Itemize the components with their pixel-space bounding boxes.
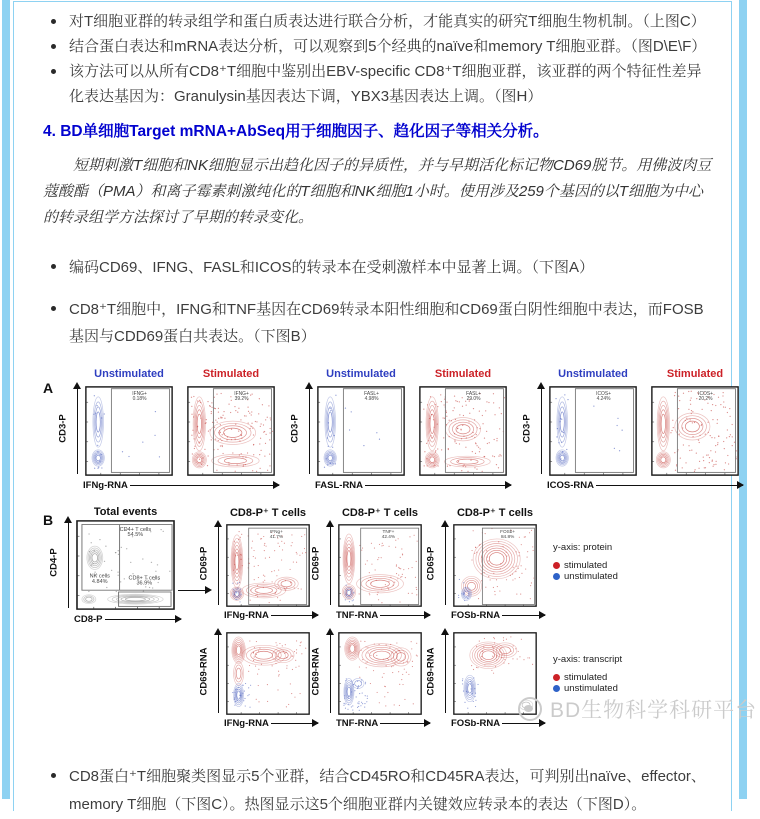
y-axis-arrow	[330, 526, 331, 605]
flow-plot-wrap	[651, 386, 739, 476]
flow-plot-wrap	[338, 632, 422, 715]
legend-label: unstimulated	[564, 571, 618, 582]
flow-plot-wrap	[76, 520, 175, 610]
x-axis-arrow	[130, 485, 279, 486]
section-heading: 4. BD单细胞Target mRNA+AbSeq用于细胞因子、趋化因子等相关分析。	[43, 123, 549, 140]
x-axis	[547, 479, 743, 491]
plot-title: Unstimulated	[94, 368, 164, 380]
article-content	[13, 1, 758, 819]
flow-plot	[651, 386, 739, 476]
x-axis-label: CD8-P	[74, 613, 103, 625]
y-axis-label: CD69-P	[310, 546, 322, 580]
flow-plot-wrap	[338, 524, 422, 607]
y-axis-arrow	[68, 522, 69, 608]
x-axis-arrow	[380, 615, 430, 616]
flow-plot	[226, 632, 310, 715]
plot-title: Unstimulated	[558, 368, 628, 380]
legend-label: stimulated	[564, 672, 608, 683]
x-axis	[336, 717, 430, 729]
flow-plot	[338, 524, 422, 607]
legend-item	[553, 571, 618, 582]
bullet-list-mid	[43, 254, 715, 350]
gate-label: ICOS+	[698, 390, 714, 398]
flow-plot-wrap	[317, 386, 405, 476]
bullet-list-bottom	[43, 763, 715, 819]
legend-dot-icon	[553, 685, 560, 692]
gate-label: 41.7%	[269, 533, 284, 539]
legend-item	[553, 560, 618, 571]
x-axis-label: IFNg-RNA	[224, 609, 269, 621]
gate-label: NK cells	[89, 573, 110, 580]
x-axis-label: FOSb-RNA	[451, 717, 501, 729]
x-axis-arrow	[271, 723, 318, 724]
watermark	[518, 694, 757, 724]
x-axis-label: ICOS-RNA	[547, 479, 594, 491]
x-axis	[74, 613, 181, 625]
plot-title: CD8-P⁺ T cells	[456, 507, 534, 519]
gate-label: CD4+ T cells	[119, 526, 152, 533]
gate-label: IFNg+	[269, 529, 283, 535]
gate-label: TNF+	[382, 529, 395, 535]
plot-title: Unstimulated	[326, 368, 396, 380]
flow-plot-wrap	[187, 386, 275, 476]
x-axis-arrow	[380, 723, 430, 724]
legend-dot-icon	[553, 674, 560, 681]
flow-plot	[549, 386, 637, 476]
gate-label: CD8+ T cells	[128, 575, 161, 582]
flow-plot-wrap	[85, 386, 173, 476]
y-axis-arrow	[330, 634, 331, 713]
bullet-item: CD8⁺T细胞中，IFNG和TNF基因在CD69转录本阳性细胞和CD69蛋白阴性细胞中表达，而FOSB基因与CDD69蛋白共表达。（下图B）	[43, 296, 715, 350]
figure-legend	[553, 542, 618, 582]
y-axis-label: CD69-P	[425, 546, 437, 580]
watermark-logo-icon	[518, 697, 542, 721]
legend-item	[553, 672, 622, 683]
gate-label: 54.5%	[127, 532, 144, 538]
bullet-item: CD8蛋白⁺T细胞聚类图显示5个亚群，结合CD45RO和CD45RA表达，可判别出naïve、effector、memory T细胞（下图C）。热图显示这5个细胞亚群内关键效应转录本的表达（下图D）。	[43, 763, 715, 819]
y-axis-label: CD3-P	[289, 414, 301, 443]
y-axis-label: CD3-P	[521, 414, 533, 443]
y-axis-arrow	[445, 526, 446, 605]
flow-plot	[317, 386, 405, 476]
flow-plot	[85, 386, 173, 476]
flow-plot-wrap	[549, 386, 637, 476]
gate-label: 36.9%	[136, 580, 153, 587]
y-axis-label: CD4-P	[48, 548, 60, 577]
x-axis-arrow	[502, 615, 545, 616]
flow-plot-wrap	[453, 524, 537, 607]
y-axis-label: CD3-P	[57, 414, 69, 443]
flow-plot	[76, 520, 175, 610]
gate-label: 4.84%	[91, 579, 108, 585]
gate-label: IFNG+	[234, 390, 249, 398]
gate-label: 29.0%	[466, 396, 481, 403]
gate-label: 4.98%	[364, 396, 379, 403]
gate-label: FASL+	[364, 390, 380, 398]
flow-cytometry-figure	[13, 366, 760, 758]
legend-dot-icon	[553, 573, 560, 580]
x-axis	[315, 479, 511, 491]
y-axis-arrow	[77, 388, 78, 474]
gate-label: 20.2%	[698, 396, 713, 403]
gate-label: ICOS+	[596, 390, 612, 398]
legend-item	[553, 683, 622, 694]
plot-title: Stimulated	[666, 368, 724, 380]
x-axis-arrow	[105, 619, 181, 620]
plot-title: CD8-P⁺ T cells	[341, 507, 419, 519]
flow-plot-wrap	[226, 524, 310, 607]
gate-label: 84.8%	[500, 533, 515, 539]
flow-plot	[338, 632, 422, 715]
flow-plot-wrap	[226, 632, 310, 715]
y-axis-label: CD69-P	[198, 546, 210, 580]
legend-title: y-axis: protein	[553, 542, 613, 553]
page-border-left	[2, 0, 10, 799]
legend-label: unstimulated	[564, 683, 618, 694]
y-axis-label: CD69-RNA	[198, 646, 210, 696]
x-axis-label: IFNg-RNA	[83, 479, 128, 491]
gate-label: FOSb+	[500, 529, 516, 535]
panel-label-b: B	[43, 512, 54, 528]
x-axis	[224, 609, 318, 621]
plot-title: Stimulated	[202, 368, 260, 380]
gate-label: 39.2%	[234, 396, 249, 403]
x-axis	[336, 609, 430, 621]
y-axis-arrow	[309, 388, 310, 474]
y-axis-arrow	[218, 526, 219, 605]
bullet-item: 结合蛋白表达和mRNA表达分析，可以观察到5个经典的naïve和memory T细胞亚群。（图D\E\F）	[43, 34, 715, 59]
y-axis-arrow	[218, 634, 219, 713]
bullet-item: 该方法可以从所有CD8⁺T细胞中鉴别出EBV-specific CD8⁺T细胞亚群，该亚群的两个特征性差异化表达基因为：Granulysin基因表达下调，YBX3基因表达上调。（图H）	[43, 59, 715, 109]
y-axis-label: CD69-RNA	[310, 646, 322, 696]
x-axis	[83, 479, 279, 491]
bullet-item: 编码CD69、IFNG、FASL和ICOS的转录本在受刺激样本中显著上调。（下图A）	[43, 254, 715, 281]
gate-label: 4.24%	[596, 396, 611, 403]
intro-paragraph: 短期刺激T细胞和NK细胞显示出趋化因子的异质性，并与早期活化标记物CD69脱节。用佛波肉豆蔻酸酯（PMA）和离子霉素刺激纯化的T细胞和NK细胞1小时。使用涉及259个基因的以T细胞为中心的转录组学方法探讨了早期的转录变化。	[43, 157, 712, 226]
x-axis-arrow	[596, 485, 743, 486]
y-axis-label: CD69-RNA	[425, 646, 437, 696]
x-axis-label: TNF-RNA	[336, 717, 379, 729]
flow-plot	[187, 386, 275, 476]
bullet-list-top	[43, 9, 715, 109]
gate-label: 0.18%	[132, 396, 147, 403]
gate-label: 42.4%	[381, 533, 396, 539]
x-axis-label: TNF-RNA	[336, 609, 379, 621]
plot-title: Total events	[93, 506, 158, 518]
figure-legend	[553, 654, 622, 694]
gate-label: FASL+	[466, 390, 482, 398]
legend-label: stimulated	[564, 560, 608, 571]
watermark-text: BD生物科学科研平台	[550, 699, 758, 722]
plot-title: CD8-P⁺ T cells	[229, 507, 307, 519]
x-axis-arrow	[271, 615, 318, 616]
flow-plot	[419, 386, 507, 476]
flow-plot	[453, 524, 537, 607]
bullet-item: 对T细胞亚群的转录组学和蛋白质表达进行联合分析，才能真实的研究T细胞生物机制。（上图C）	[43, 9, 715, 34]
legend-title: y-axis: transcript	[553, 654, 623, 665]
y-axis-arrow	[445, 634, 446, 713]
x-axis-label: FASL-RNA	[315, 479, 364, 491]
flow-plot	[226, 524, 310, 607]
gate-label: IFNG+	[132, 390, 147, 398]
y-axis-arrow	[541, 388, 542, 474]
x-axis	[451, 609, 545, 621]
flow-plot-wrap	[419, 386, 507, 476]
panel-label-a: A	[43, 380, 54, 396]
x-axis	[224, 717, 318, 729]
legend-dot-icon	[553, 562, 560, 569]
plot-title: Stimulated	[434, 368, 492, 380]
x-axis-arrow	[365, 485, 511, 486]
x-axis-label: IFNg-RNA	[224, 717, 269, 729]
x-axis-label: FOSb-RNA	[451, 609, 501, 621]
